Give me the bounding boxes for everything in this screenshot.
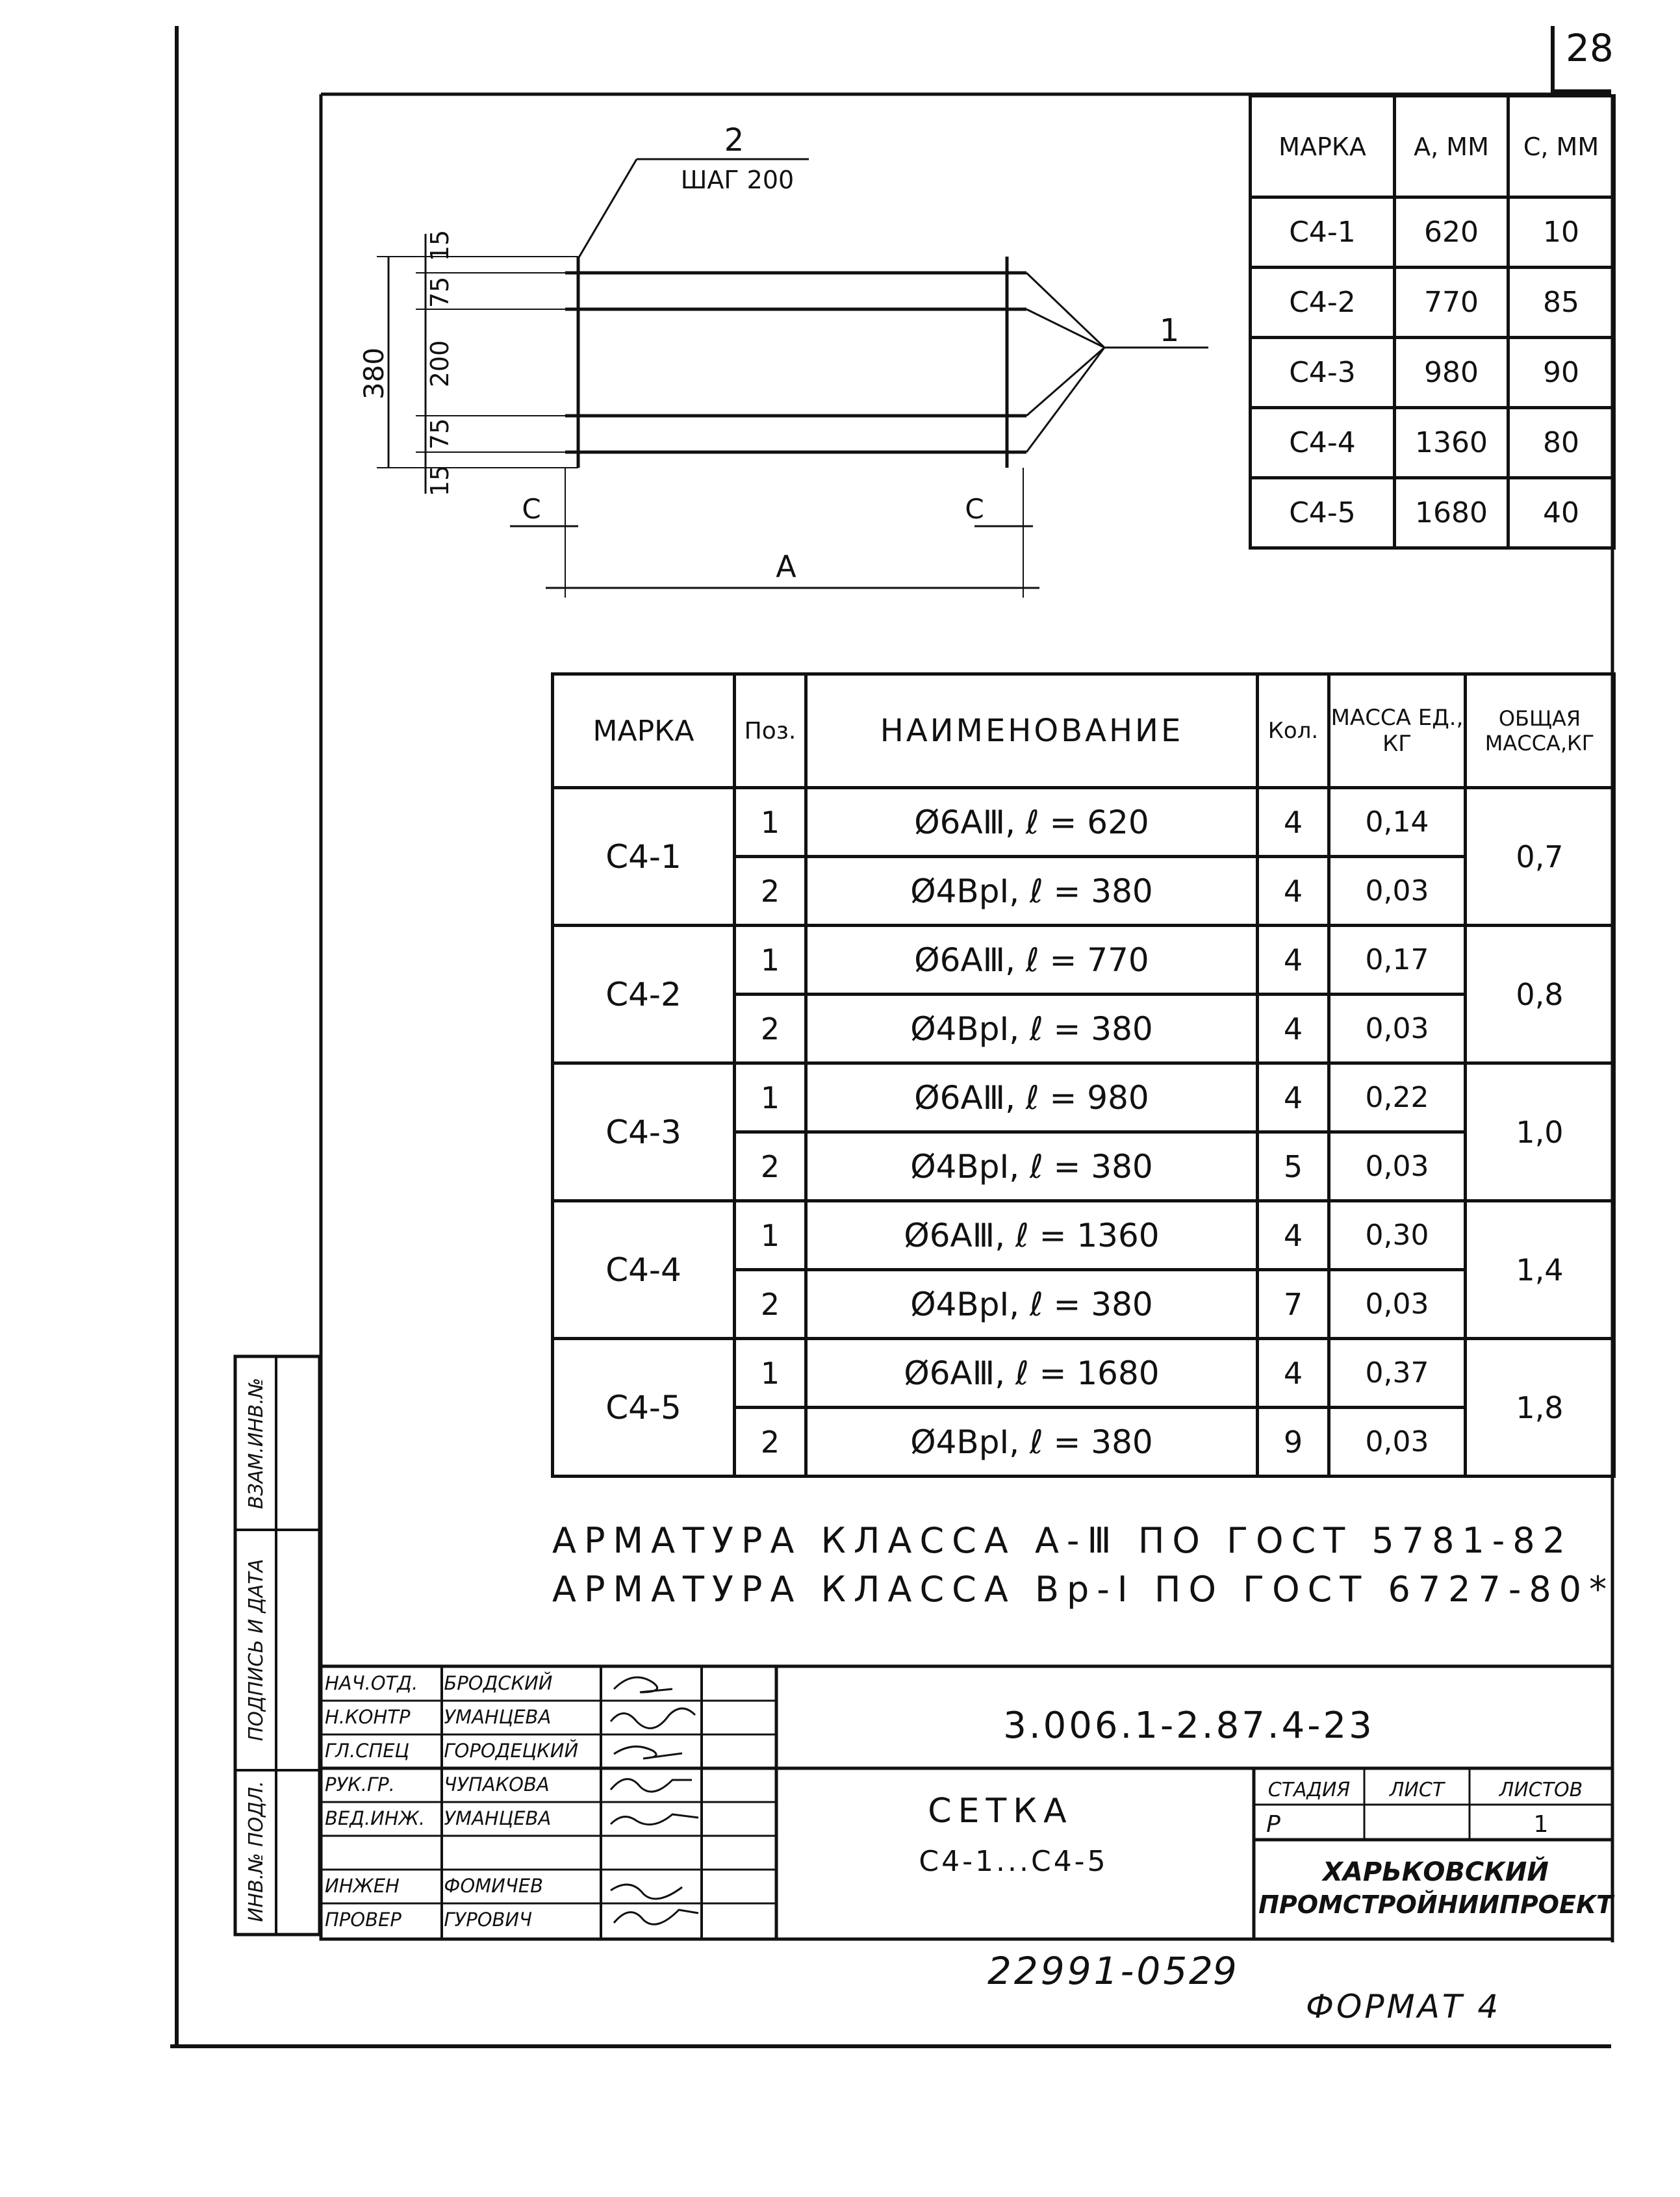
dims-cell-c: 90 [1508, 338, 1614, 408]
sheets-label: ЛИСТОВ [1499, 1779, 1583, 1801]
signature-scribble [611, 1885, 682, 1899]
spec-cell-mass: 0,14 [1329, 788, 1466, 857]
spec-cell-qty: 9 [1258, 1408, 1329, 1477]
people-role: ГЛ.СПЕЦ [325, 1740, 410, 1762]
people-row [325, 1801, 598, 1835]
dims-row [1251, 478, 1614, 548]
spec-cell-mark: С4-2 [553, 926, 735, 1063]
spec-cell-name: Ø4ВрI, ℓ = 380 [806, 1132, 1258, 1201]
spec-cell-qty: 5 [1258, 1132, 1329, 1201]
side-inv-orig: ИНВ.№ ПОДЛ. [245, 1781, 268, 1922]
spec-cell-mass: 0,17 [1329, 926, 1466, 995]
spec-cell-mass: 0,37 [1329, 1339, 1466, 1408]
side-vzam-inv: ВЗАМ.ИНВ.№ [245, 1377, 268, 1510]
archive-number: 22991-05 [987, 1949, 1190, 1993]
spec-cell-total: 1,0 [1466, 1063, 1614, 1201]
dims-cell-a: 620 [1395, 197, 1508, 268]
format-label: ФОРМАТ 4 [1306, 1988, 1501, 2026]
spec-cell-pos: 1 [735, 926, 806, 995]
spec-cell-pos: 2 [735, 1132, 806, 1201]
pos2-step: ШАГ 200 [680, 166, 795, 194]
dims-header: А, ММ [1395, 96, 1508, 197]
org-line1: ХАРЬКОВСКИЙ [1323, 1857, 1549, 1887]
people-role: НАЧ.ОТД. [325, 1672, 418, 1694]
people-name: БРОДСКИЙ [444, 1672, 553, 1694]
people-row [325, 1869, 598, 1903]
spec-cell-pos: 1 [735, 1201, 806, 1270]
spec-cell-mark: С4-4 [553, 1201, 735, 1339]
people-row [325, 1666, 598, 1700]
people-name: ЧУПАКОВА [444, 1773, 550, 1796]
people-row [325, 1700, 598, 1734]
spec-cell-pos: 2 [735, 1408, 806, 1477]
people-name: УМАНЦЕВА [444, 1807, 552, 1829]
dims-cell-c: 40 [1508, 478, 1614, 548]
dims-header: МАРКА [1251, 96, 1395, 197]
spec-row [553, 788, 1614, 857]
spec-cell-name: Ø6АⅢ, ℓ = 980 [806, 1063, 1258, 1132]
spec-cell-name: Ø4ВрI, ℓ = 380 [806, 1270, 1258, 1339]
org-line2: ПРОМСТРОЙНИИПРОЕКТ [1258, 1890, 1613, 1919]
dim-vertical: 15 [426, 464, 454, 497]
side-sign-date: ПОДПИСЬ И ДАТА [245, 1558, 268, 1742]
dims-cell-mark: С4-4 [1251, 408, 1395, 478]
dim-vertical: 200 [426, 340, 454, 388]
spec-row [553, 1201, 1614, 1270]
stage-value: Р [1266, 1811, 1280, 1838]
dims-cell-a: 770 [1395, 268, 1508, 338]
spec-table [551, 672, 1616, 1478]
people-name: ГОРОДЕЦКИЙ [444, 1740, 579, 1762]
title-line2: С4-1...С4-5 [919, 1845, 1108, 1878]
spec-cell-qty: 4 [1258, 1201, 1329, 1270]
spec-cell-mass: 0,03 [1329, 995, 1466, 1063]
dims-row [1251, 268, 1614, 338]
page-number: 28 [1566, 26, 1614, 70]
spec-cell-pos: 2 [735, 995, 806, 1063]
spec-cell-mass: 0,03 [1329, 1408, 1466, 1477]
spec-cell-pos: 1 [735, 1063, 806, 1132]
spec-cell-mass: 0,03 [1329, 1270, 1466, 1339]
spec-cell-qty: 4 [1258, 1339, 1329, 1408]
dim-total: 380 [358, 347, 390, 400]
note-line: АРМАТУРА КЛАССА А-Ⅲ ПО ГОСТ 5781-82 [552, 1520, 1573, 1561]
sheets-value: 1 [1533, 1811, 1549, 1838]
spec-cell-total: 1,8 [1466, 1339, 1614, 1477]
dim-vertical: 75 [426, 276, 454, 309]
spec-cell-name: Ø6АⅢ, ℓ = 1360 [806, 1201, 1258, 1270]
signature-scribble [614, 1910, 698, 1924]
spec-cell-mass: 0,30 [1329, 1201, 1466, 1270]
spec-cell-total: 1,4 [1466, 1201, 1614, 1339]
people-row [325, 1835, 598, 1869]
people-name: ГУРОВИЧ [444, 1909, 532, 1931]
spec-row [553, 1339, 1614, 1408]
spec-cell-total: 0,8 [1466, 926, 1614, 1063]
pos1-label: 1 [1159, 312, 1180, 349]
dims-cell-mark: С4-5 [1251, 478, 1395, 548]
spec-cell-pos: 1 [735, 1339, 806, 1408]
spec-cell-mass: 0,03 [1329, 857, 1466, 926]
spec-cell-pos: 1 [735, 788, 806, 857]
dim-vertical: 15 [426, 229, 454, 262]
spec-cell-pos: 2 [735, 1270, 806, 1339]
signature-scribble [611, 1708, 695, 1728]
spec-cell-name: Ø4ВрI, ℓ = 380 [806, 1408, 1258, 1477]
spec-header-mark: МАРКА [553, 674, 735, 788]
people-name: ФОМИЧЕВ [444, 1875, 543, 1897]
people-row [325, 1903, 598, 1937]
signature-scribble [611, 1814, 698, 1825]
dims-cell-mark: С4-1 [1251, 197, 1395, 268]
spec-cell-name: Ø4ВрI, ℓ = 380 [806, 857, 1258, 926]
spec-cell-mark: С4-1 [553, 788, 735, 926]
dims-table [1249, 94, 1616, 550]
people-row [325, 1734, 598, 1768]
spec-cell-mass: 0,22 [1329, 1063, 1466, 1132]
spec-cell-qty: 7 [1258, 1270, 1329, 1339]
people-role: Н.КОНТР [325, 1706, 411, 1728]
spec-cell-name: Ø6АⅢ, ℓ = 770 [806, 926, 1258, 995]
spec-cell-mass: 0,03 [1329, 1132, 1466, 1201]
spec-header-qty: Кол. [1258, 674, 1329, 788]
mesh-drawing [358, 117, 1247, 624]
spec-cell-name: Ø6АⅢ, ℓ = 620 [806, 788, 1258, 857]
dim-a: А [776, 549, 796, 584]
spec-header-mass-unit: МАССА ЕД., КГ [1329, 674, 1466, 788]
dims-cell-c: 80 [1508, 408, 1614, 478]
dims-cell-a: 1360 [1395, 408, 1508, 478]
dims-cell-c: 85 [1508, 268, 1614, 338]
spec-cell-qty: 4 [1258, 857, 1329, 926]
people-name: УМАНЦЕВА [444, 1706, 552, 1728]
spec-cell-pos: 2 [735, 857, 806, 926]
people-row [325, 1768, 598, 1801]
dims-row [1251, 408, 1614, 478]
stage-label: СТАДИЯ [1267, 1779, 1351, 1801]
signature-scribble [611, 1779, 692, 1792]
title-line1: СЕТКА [928, 1792, 1073, 1831]
spec-row [553, 1063, 1614, 1132]
people-role: ПРОВЕР [325, 1909, 401, 1931]
dim-c-left: С [522, 493, 541, 525]
dims-header: С, ММ [1508, 96, 1614, 197]
spec-cell-qty: 4 [1258, 926, 1329, 995]
signature-scribble [614, 1677, 672, 1692]
spec-cell-mark: С4-3 [553, 1063, 735, 1201]
side-stamp [235, 1354, 322, 1939]
dims-cell-a: 980 [1395, 338, 1508, 408]
spec-cell-qty: 4 [1258, 788, 1329, 857]
spec-cell-name: Ø6АⅢ, ℓ = 1680 [806, 1339, 1258, 1408]
note-line: АРМАТУРА КЛАССА Вр-I ПО ГОСТ 6727-80* [552, 1569, 1615, 1610]
dim-c-right: С [965, 493, 984, 525]
dims-cell-mark: С4-3 [1251, 338, 1395, 408]
spec-cell-qty: 4 [1258, 995, 1329, 1063]
spec-header-mass-total: ОБЩАЯ МАССА,КГ [1466, 674, 1614, 788]
dim-vertical: 75 [426, 418, 454, 450]
dims-cell-mark: С4-2 [1251, 268, 1395, 338]
title-block-people [325, 1666, 598, 1937]
pos2-label: 2 [724, 122, 745, 159]
spec-row [553, 926, 1614, 995]
dims-row [1251, 197, 1614, 268]
doc-code: 3.006.1-2.87.4-23 [1003, 1705, 1375, 1747]
dims-cell-c: 10 [1508, 197, 1614, 268]
dims-cell-a: 1680 [1395, 478, 1508, 548]
sheet-label: ЛИСТ [1389, 1779, 1445, 1801]
spec-cell-name: Ø4ВрI, ℓ = 380 [806, 995, 1258, 1063]
spec-cell-total: 0,7 [1466, 788, 1614, 926]
people-role: РУК.ГР. [325, 1773, 395, 1796]
people-role: ИНЖЕН [325, 1875, 400, 1897]
spec-header-pos: Поз. [735, 674, 806, 788]
footer-page: 29 [1189, 1949, 1237, 1993]
spec-header-name: НАИМЕНОВАНИЕ [806, 674, 1258, 788]
people-role: ВЕД.ИНЖ. [325, 1807, 426, 1829]
spec-cell-mark: С4-5 [553, 1339, 735, 1477]
signature-scribble [614, 1747, 682, 1759]
spec-cell-qty: 4 [1258, 1063, 1329, 1132]
dims-row [1251, 338, 1614, 408]
